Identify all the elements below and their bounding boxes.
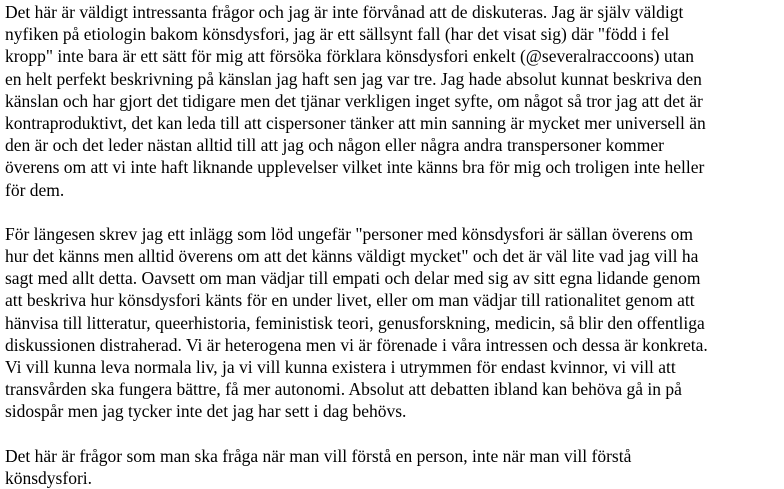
text-line: transvården ska fungera bättre, få mer autonomi. Absolut att debatten ibland kan behöva gå in på (5, 379, 682, 400)
text-line: den är och det leder nästan alltid till att jag och någon eller några andra transpersoner kommer (5, 135, 664, 156)
paragraph-1 (5, 1, 784, 201)
text-line: För längesen skrev jag ett inlägg som löd ungefär "personer med könsdysfori är sällan överens om (5, 223, 694, 244)
paragraph-3 (5, 445, 784, 489)
paragraph-2 (5, 223, 784, 423)
text-line: hänvisa till litteratur, queerhistoria, feministisk teori, genusforskning, medicin, så blir den offentliga (5, 312, 705, 333)
text-line: hur det känns men alltid överens om att det känns väldigt mycket" och det är väl lite vad jag vill ha (5, 246, 699, 267)
text-line: känslan och har gjort det tidigare men det tjänar verkligen inget syfte, om något så tror jag att det är (5, 90, 703, 111)
text-line: kontraproduktivt, det kan leda till att cispersoner tänker att min sanning är mycket mer universell än (5, 113, 706, 134)
text-line: sagt med allt detta. Oavsett om man vädjar till empati och delar med sig av sitt egna lidande genom (5, 268, 701, 289)
text-line: diskussionen distraherad. Vi är heterogena men vi är förenade i våra intressen och dessa är konkreta. (5, 334, 708, 355)
text-line: Det här är frågor som man ska fråga när man vill förstå en person, inte när man vill förstå (5, 445, 632, 466)
text-line: nyfiken på etiologin bakom könsdysfori, jag är ett sällsynt fall (har det visat sig) där "född i fel (5, 24, 670, 45)
text-line: könsdysfori. (5, 467, 93, 488)
text-line: Det här är väldigt intressanta frågor och jag är inte förvånad att de diskuteras. Jag är själv väldigt (5, 2, 684, 22)
text-line: en helt perfekt beskrivning på känslan jag haft sen jag var tre. Jag hade absolut kunnat beskriva den (5, 68, 702, 89)
text-line: att beskriva hur könsdysfori känts för en under livet, eller om man vädjar till rationalitet genom att (5, 290, 695, 311)
text-line: Vi vill kunna leva normala liv, ja vi vill kunna existera i utrymmen för endast kvinnor, vi vill att (5, 357, 676, 378)
text-line: sidospår men jag tycker inte det jag har sett i dag behövs. (5, 401, 407, 422)
text-line: kropp" inte bara är ett sätt för mig att försöka förklara könsdysfori enkelt (@severalraccoons) utan (5, 46, 694, 67)
text-line: för dem. (5, 179, 65, 200)
text-line: överens om att vi inte haft liknande upplevelser vilket inte känns bra för mig och troligen inte heller (5, 157, 705, 178)
